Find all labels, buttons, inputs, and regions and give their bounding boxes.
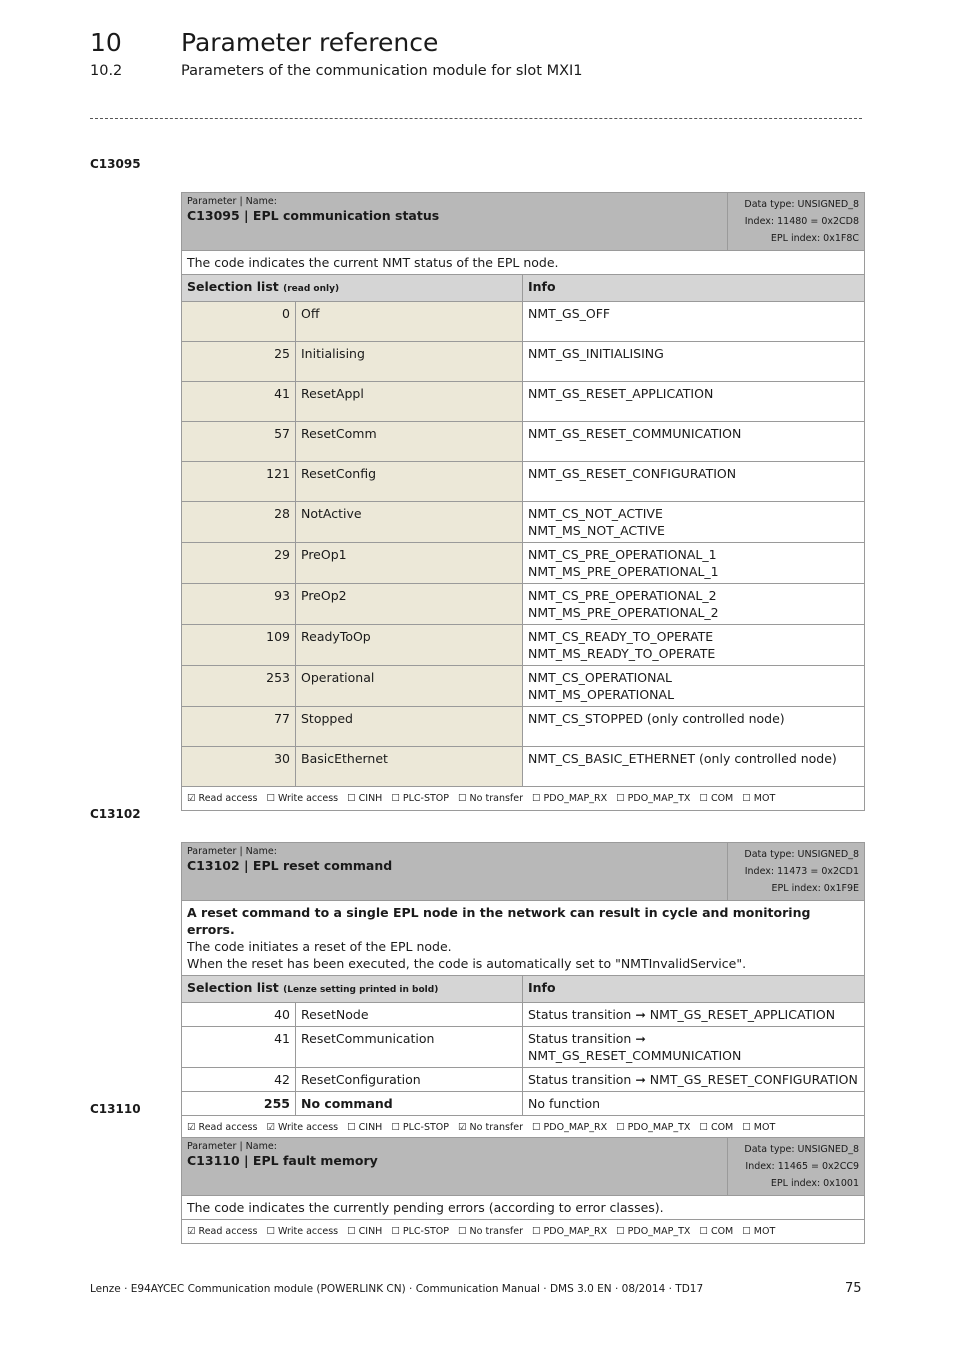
access-flag: ☑ Read access — [187, 793, 258, 804]
selection-list-header — [182, 976, 523, 1003]
access-flag: ☐ No transfer — [458, 1226, 524, 1237]
dashed-separator — [90, 118, 862, 119]
index: Index: 11480 = 0x2CD8 — [744, 216, 860, 227]
selection-info — [523, 462, 865, 502]
param-description — [182, 901, 865, 976]
selection-info — [523, 584, 865, 625]
selection-row — [182, 1068, 865, 1092]
selection-value: 29 — [182, 543, 296, 584]
param-name: C13110 | EPL fault memory — [187, 1153, 378, 1168]
access-flag: ☐ PDO_MAP_TX — [616, 1122, 691, 1133]
access-flag: ☑ Write access — [266, 1122, 339, 1133]
selection-name: PreOp2 — [296, 584, 523, 625]
data-type-info — [728, 1138, 865, 1196]
access-flag: ☑ No transfer — [458, 1122, 524, 1133]
access-flag: ☐ PDO_MAP_RX — [532, 793, 608, 804]
selection-info-line: NMT_CS_PRE_OPERATIONAL_1 — [528, 547, 717, 562]
selection-name: Off — [296, 302, 523, 342]
param-description: The code indicates the current NMT status of the EPL node. — [182, 251, 865, 275]
data-type-info — [728, 193, 865, 251]
selection-info-line: NMT_CS_NOT_ACTIVE — [528, 506, 663, 521]
selection-info — [523, 666, 865, 707]
epl-index: EPL index: 0x1F9E — [771, 883, 860, 894]
code-heading-c13110: C13110 — [90, 1102, 141, 1116]
access-flag: ☑ Read access — [187, 1226, 258, 1237]
access-flag: ☐ CINH — [347, 1122, 383, 1133]
access-flag: ☐ Write access — [266, 793, 339, 804]
page-number: 75 — [845, 1281, 862, 1296]
warning-text: A reset command to a single EPL node in the network can result in cycle and monitoring errors. — [187, 905, 811, 937]
param-header-label: Parameter | Name: — [187, 196, 277, 207]
selection-value: 40 — [182, 1003, 296, 1027]
access-flag: ☐ PDO_MAP_TX — [616, 793, 691, 804]
selection-info: Status transition ➞ NMT_GS_RESET_COMMUNICATION — [523, 1027, 865, 1068]
selection-info — [523, 543, 865, 584]
selection-info-line: NMT_CS_OPERATIONAL — [528, 670, 672, 685]
selection-info — [523, 707, 865, 747]
selection-info-line: NMT_CS_READY_TO_OPERATE — [528, 629, 714, 644]
selection-info — [523, 625, 865, 666]
selection-value: 253 — [182, 666, 296, 707]
selection-value: 121 — [182, 462, 296, 502]
access-flag: ☐ PDO_MAP_RX — [532, 1122, 608, 1133]
description-line: The code initiates a reset of the EPL node. — [187, 939, 452, 954]
selection-info — [523, 382, 865, 422]
selection-row — [182, 1027, 865, 1068]
selection-value: 25 — [182, 342, 296, 382]
index: Index: 11473 = 0x2CD1 — [744, 866, 860, 877]
selection-info-line: NMT_MS_OPERATIONAL — [528, 687, 675, 702]
selection-value: 0 — [182, 302, 296, 342]
access-flag: ☐ PLC-STOP — [391, 1122, 450, 1133]
section-title: Parameters of the communication module for slot MXI1 — [181, 63, 583, 79]
access-flag: ☐ COM — [699, 793, 734, 804]
data-type: Data type: UNSIGNED_8 — [744, 199, 860, 210]
selection-name: NotActive — [296, 502, 523, 543]
selection-info-line: NMT_MS_READY_TO_OPERATE — [528, 646, 716, 661]
selection-value: 93 — [182, 584, 296, 625]
selection-info — [523, 502, 865, 543]
selection-name: ResetComm — [296, 422, 523, 462]
selection-name: BasicEthernet — [296, 747, 523, 787]
access-flag: ☐ MOT — [742, 793, 776, 804]
data-type-info — [728, 843, 865, 901]
selection-value: 255 — [182, 1092, 296, 1116]
access-flag: ☐ CINH — [347, 1226, 383, 1237]
selection-row — [182, 422, 865, 462]
access-flag: ☐ No transfer — [458, 793, 524, 804]
selection-info-line: NMT_GS_RESET_COMMUNICATION — [528, 426, 742, 441]
selection-value: 57 — [182, 422, 296, 462]
access-flag: ☐ MOT — [742, 1226, 776, 1237]
access-flag: ☐ PLC-STOP — [391, 1226, 450, 1237]
selection-name: PreOp1 — [296, 543, 523, 584]
info-header: Info — [523, 275, 865, 302]
selection-info-line: NMT_GS_RESET_CONFIGURATION — [528, 466, 737, 481]
selection-info — [523, 342, 865, 382]
access-flag: ☐ Write access — [266, 1226, 339, 1237]
selection-row — [182, 625, 865, 666]
selection-name: Operational — [296, 666, 523, 707]
selection-name: Initialising — [296, 342, 523, 382]
selection-name: Stopped — [296, 707, 523, 747]
selection-info-line: NMT_MS_PRE_OPERATIONAL_1 — [528, 564, 719, 579]
selection-row — [182, 747, 865, 787]
param-header — [182, 1138, 728, 1196]
param-table-c13110 — [181, 1137, 865, 1244]
selection-info-line: NMT_MS_PRE_OPERATIONAL_2 — [528, 605, 719, 620]
selection-value: 42 — [182, 1068, 296, 1092]
selection-info — [523, 302, 865, 342]
selection-name: ReadyToOp — [296, 625, 523, 666]
selection-value: 41 — [182, 382, 296, 422]
selection-name: ResetCommunication — [296, 1027, 523, 1068]
description-line: When the reset has been executed, the code is automatically set to "NMTInvalidService". — [187, 956, 747, 971]
selection-row — [182, 707, 865, 747]
access-flags — [182, 1116, 865, 1140]
selection-info-line: NMT_CS_STOPPED (only controlled node) — [528, 711, 785, 726]
selection-list-note: (read only) — [283, 284, 340, 294]
selection-name: ResetNode — [296, 1003, 523, 1027]
section-number: 10.2 — [90, 63, 123, 79]
info-header: Info — [523, 976, 865, 1003]
epl-index: EPL index: 0x1F8C — [770, 233, 860, 244]
selection-row — [182, 1003, 865, 1027]
data-type: Data type: UNSIGNED_8 — [744, 1144, 860, 1155]
selection-name: ResetConfiguration — [296, 1068, 523, 1092]
selection-list-header — [182, 275, 523, 302]
param-header — [182, 193, 728, 251]
access-flags — [182, 1220, 865, 1244]
param-header-label: Parameter | Name: — [187, 846, 277, 857]
access-flag: ☐ PDO_MAP_RX — [532, 1226, 608, 1237]
selection-row — [182, 1092, 865, 1116]
selection-value: 30 — [182, 747, 296, 787]
chapter-number: 10 — [90, 28, 122, 57]
param-name: C13095 | EPL communication status — [187, 208, 440, 223]
code-heading-c13102: C13102 — [90, 807, 141, 821]
selection-value: 28 — [182, 502, 296, 543]
selection-list-label: Selection list — [187, 980, 279, 995]
selection-value: 41 — [182, 1027, 296, 1068]
selection-name: ResetAppl — [296, 382, 523, 422]
selection-name: ResetConfig — [296, 462, 523, 502]
selection-info — [523, 422, 865, 462]
selection-info: No function — [523, 1092, 865, 1116]
selection-list-label: Selection list — [187, 279, 279, 294]
param-description: The code indicates the currently pending errors (according to error classes). — [182, 1196, 865, 1220]
selection-name: No command — [296, 1092, 523, 1116]
selection-info-line: NMT_GS_OFF — [528, 306, 611, 321]
selection-row — [182, 462, 865, 502]
access-flags — [182, 787, 865, 811]
index: Index: 11465 = 0x2CC9 — [745, 1161, 860, 1172]
param-table-c13095 — [181, 192, 865, 811]
selection-row — [182, 584, 865, 625]
selection-value: 109 — [182, 625, 296, 666]
param-table-c13102 — [181, 842, 865, 1140]
access-flag: ☐ CINH — [347, 793, 383, 804]
code-heading-c13095: C13095 — [90, 157, 141, 171]
access-flag: ☐ COM — [699, 1226, 734, 1237]
footer-text: Lenze · E94AYCEC Communication module (POWERLINK CN) · Communication Manual · DMS 3.0 EN · 08/2014 · TD17 — [90, 1283, 704, 1295]
selection-info-line: NMT_GS_RESET_APPLICATION — [528, 386, 714, 401]
selection-info: Status transition ➞ NMT_GS_RESET_CONFIGURATION — [523, 1068, 865, 1092]
epl-index: EPL index: 0x1001 — [770, 1178, 860, 1189]
access-flag: ☐ PLC-STOP — [391, 793, 450, 804]
selection-row — [182, 502, 865, 543]
selection-list-note: (Lenze setting printed in bold) — [283, 985, 439, 995]
selection-row — [182, 666, 865, 707]
selection-info-line: NMT_MS_NOT_ACTIVE — [528, 523, 665, 538]
param-header-label: Parameter | Name: — [187, 1141, 277, 1152]
param-header — [182, 843, 728, 901]
selection-info-line: NMT_CS_BASIC_ETHERNET (only controlled node) — [528, 751, 837, 766]
selection-info-line: NMT_CS_PRE_OPERATIONAL_2 — [528, 588, 717, 603]
access-flag: ☑ Read access — [187, 1122, 258, 1133]
access-flag: ☐ MOT — [742, 1122, 776, 1133]
selection-info-line: NMT_GS_INITIALISING — [528, 346, 664, 361]
data-type: Data type: UNSIGNED_8 — [744, 849, 860, 860]
selection-row — [182, 342, 865, 382]
selection-value: 77 — [182, 707, 296, 747]
access-flag: ☐ PDO_MAP_TX — [616, 1226, 691, 1237]
selection-row — [182, 543, 865, 584]
selection-info: Status transition ➞ NMT_GS_RESET_APPLICATION — [523, 1003, 865, 1027]
selection-row — [182, 382, 865, 422]
chapter-title: Parameter reference — [181, 28, 439, 57]
selection-info — [523, 747, 865, 787]
param-name: C13102 | EPL reset command — [187, 858, 393, 873]
selection-row — [182, 302, 865, 342]
access-flag: ☐ COM — [699, 1122, 734, 1133]
